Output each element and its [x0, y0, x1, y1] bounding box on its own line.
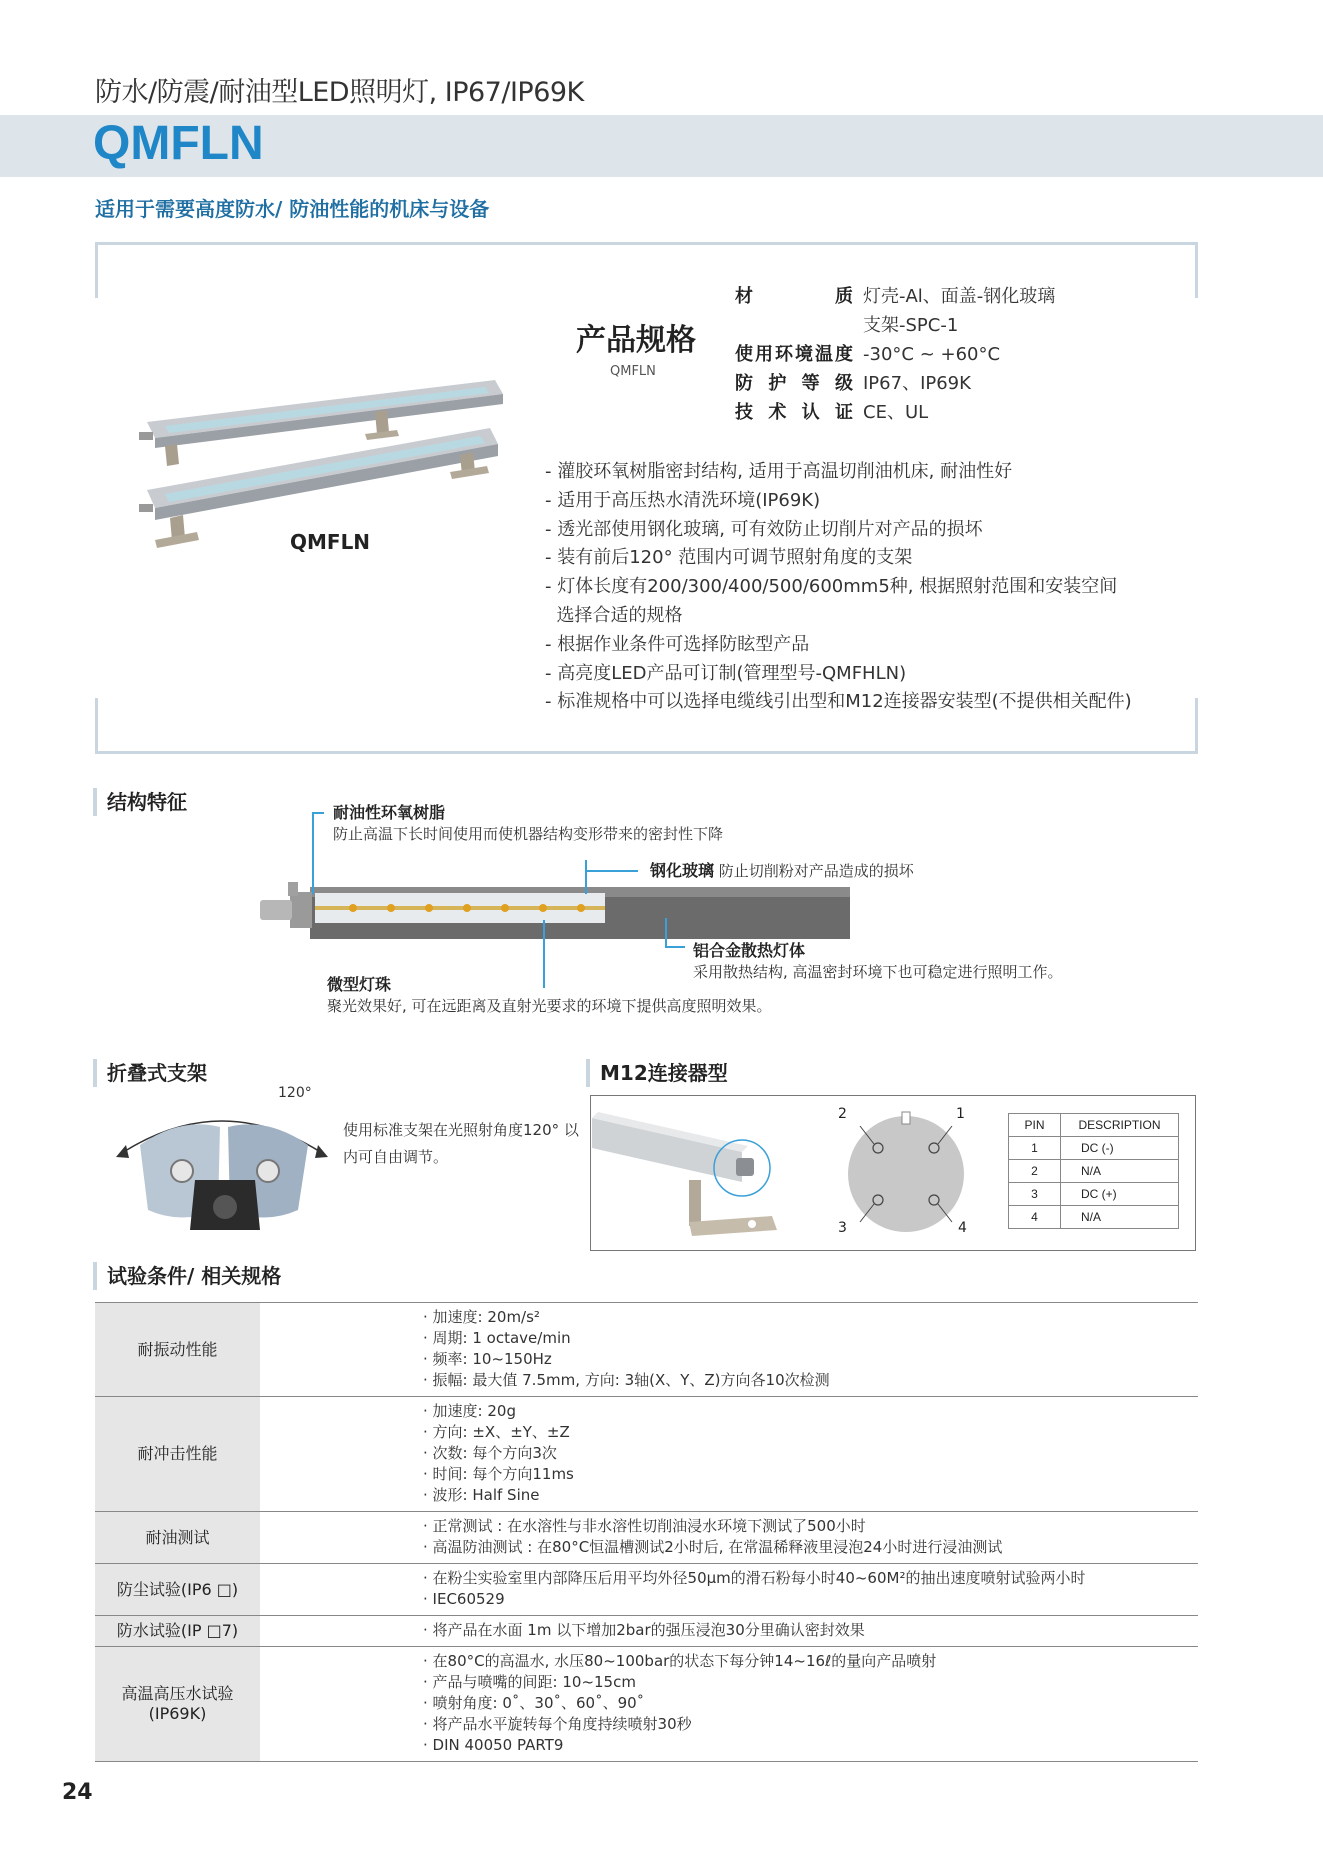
spec-row-material-2 — [735, 311, 1055, 340]
pin-number: 2 — [1009, 1160, 1061, 1183]
test-value: · 方向: ±X、±Y、±Z — [423, 1423, 570, 1441]
pin-number: 3 — [1009, 1183, 1061, 1206]
test-row-dust — [95, 1564, 1198, 1616]
spec-value: 灯壳-Al、面盖-钢化玻璃 — [863, 286, 1056, 307]
spec-row-certification — [735, 398, 1055, 427]
m12-connector-image — [592, 1110, 792, 1240]
pin-table — [1008, 1113, 1179, 1229]
test-value: · 频率: 10~150Hz — [423, 1350, 552, 1368]
test-value: · 波形: Half Sine — [423, 1486, 540, 1504]
led-annotation — [327, 972, 772, 1016]
feature-item: - 灌胶环氧树脂密封结构, 适用于高温切削油机床, 耐油性好 — [545, 461, 1013, 482]
aluminum-desc: 采用散热结构, 高温密封环境下也可稳定进行照明工作。 — [693, 963, 1063, 981]
spec-row-protection — [735, 369, 1055, 398]
test-values — [260, 1647, 1198, 1762]
test-value: · DIN 40050 PART9 — [423, 1736, 564, 1754]
glass-desc: 防止切削粉对产品造成的损坏 — [718, 862, 914, 880]
test-value: · 加速度: 20g — [423, 1402, 516, 1420]
pin-description: N/A — [1061, 1206, 1179, 1229]
test-row-vibration — [95, 1303, 1198, 1397]
test-values — [260, 1564, 1198, 1616]
test-value: · 周期: 1 octave/min — [423, 1329, 571, 1347]
description-header: DESCRIPTION — [1061, 1114, 1179, 1137]
product-image — [125, 360, 515, 550]
spec-label: 使用环境温度 — [735, 344, 853, 365]
spec-subheading: QMFLN — [610, 364, 656, 379]
feature-list — [545, 458, 1132, 717]
test-value: · 产品与喷嘴的间距: 10~15cm — [423, 1673, 636, 1691]
pin-header: PIN — [1009, 1114, 1061, 1137]
pin-row — [1009, 1137, 1179, 1160]
spec-label: 防护等级 — [735, 373, 853, 394]
product-caption: QMFLN — [290, 530, 371, 554]
pin-label-1: 1 — [956, 1106, 965, 1122]
cable-gland — [260, 900, 292, 920]
spec-value: CE、UL — [863, 402, 929, 423]
test-values — [260, 1303, 1198, 1397]
feature-item: 选择合适的规格 — [545, 604, 683, 626]
test-value: · 正常测试 : 在水溶性与非水溶性切削油浸水环境下测试了500小时 — [423, 1517, 866, 1535]
test-value: · 振幅: 最大值 7.5mm, 方向: 3轴(X、Y、Z)方向各10次检测 — [423, 1371, 830, 1389]
spec-label: 技术认证 — [735, 402, 853, 423]
stand-heading: 折叠式支架 — [93, 1059, 207, 1087]
test-row-shock — [95, 1397, 1198, 1512]
test-label: 耐冲击性能 — [95, 1397, 260, 1512]
aluminum-title: 铝合金散热灯体 — [693, 941, 806, 960]
test-value: · 在粉尘实验室里内部降压后用平均外径50μm的滑石粉每小时40~60M²的抽出速度喷射试验两小时 — [423, 1569, 1086, 1587]
test-label: 耐油测试 — [95, 1512, 260, 1564]
resin-annotation — [333, 800, 723, 844]
page-number: 24 — [62, 1780, 93, 1805]
spec-value: 支架-SPC-1 — [863, 315, 959, 336]
led-title: 微型灯珠 — [327, 975, 392, 994]
feature-item: - 适用于高压热水清洗环境(IP69K) — [545, 489, 821, 511]
pin-label-4: 4 — [958, 1220, 967, 1236]
feature-item: - 标准规格中可以选择电缆线引出型和M12连接器安装型(不提供相关配件) — [545, 691, 1132, 713]
test-row-high-pressure — [95, 1647, 1198, 1762]
spec-label: 材质 — [735, 286, 853, 307]
glass-title: 钢化玻璃 — [650, 861, 715, 880]
pin-description: DC (-) — [1061, 1137, 1179, 1160]
page-subtitle: 适用于需要高度防水/ 防油性能的机床与设备 — [95, 197, 490, 221]
test-value: · 在80°C的高温水, 水压80~100bar的状态下每分钟14~16ℓ的量向产品喷射 — [423, 1652, 937, 1670]
stand-image — [110, 1095, 335, 1235]
led-desc: 聚光效果好, 可在远距离及直射光要求的环境下提供高度照明效果。 — [327, 997, 772, 1015]
test-value: · 将产品水平旋转每个角度持续喷射30秒 — [423, 1715, 692, 1733]
pin-label-3: 3 — [838, 1220, 847, 1236]
stand-angle-label: 120° — [278, 1085, 312, 1101]
spec-label — [735, 311, 863, 340]
test-value: · IEC60529 — [423, 1590, 505, 1608]
test-table — [95, 1302, 1198, 1762]
pin-description: DC (+) — [1061, 1183, 1179, 1206]
stand-description: 使用标准支架在光照射角度120° 以内可自由调节。 — [343, 1121, 579, 1166]
test-values — [260, 1616, 1198, 1647]
test-label: 耐振动性能 — [95, 1303, 260, 1397]
pin-label-2: 2 — [838, 1106, 847, 1122]
test-value: · 时间: 每个方向11ms — [423, 1465, 574, 1483]
m12-heading: M12连接器型 — [586, 1059, 728, 1087]
test-row-water — [95, 1616, 1198, 1647]
test-value: · 加速度: 20m/s² — [423, 1308, 540, 1326]
glass-annotation — [650, 858, 914, 881]
test-values — [260, 1512, 1198, 1564]
test-row-oil — [95, 1512, 1198, 1564]
model-name: QMFLN — [93, 117, 264, 170]
test-label: 防尘试验(IP6 □) — [95, 1564, 260, 1616]
pin-row — [1009, 1160, 1179, 1183]
pin-description: N/A — [1061, 1160, 1179, 1183]
pin-number: 1 — [1009, 1137, 1061, 1160]
page-title: 防水/防震/耐油型LED照明灯, IP67/IP69K — [95, 77, 584, 108]
test-value: · 次数: 每个方向3次 — [423, 1444, 557, 1462]
spec-heading: 产品规格 — [576, 323, 696, 358]
pin-row — [1009, 1206, 1179, 1229]
structure-heading: 结构特征 — [93, 788, 187, 816]
led-strip — [315, 906, 605, 910]
resin-title: 耐油性环氧树脂 — [333, 803, 446, 822]
pin-row — [1009, 1183, 1179, 1206]
spec-table — [735, 282, 1055, 427]
feature-item: - 高亮度LED产品可订制(管理型号-QMFHLN) — [545, 662, 907, 684]
test-label: 防水试验(IP □7) — [95, 1616, 260, 1647]
resin-desc: 防止高温下长时间使用而使机器结构变形带来的密封性下降 — [333, 825, 724, 843]
spec-row-temperature — [735, 340, 1055, 369]
spec-value: IP67、IP69K — [863, 373, 971, 394]
spec-value: -30°C ~ +60°C — [863, 344, 1001, 365]
feature-item: - 灯体长度有200/300/400/500/600mm5种, 根据照射范围和安装空间 — [545, 576, 1118, 598]
test-values — [260, 1397, 1198, 1512]
feature-item: - 装有前后120° 范围内可调节照射角度的支架 — [545, 547, 913, 569]
test-value: · 高温防油测试 : 在80°C恒温槽测试2小时后, 在常温稀释液里浸泡24小时进行浸油测试 — [423, 1538, 1003, 1556]
pin-number: 4 — [1009, 1206, 1061, 1229]
spec-row-material — [735, 282, 1055, 311]
test-label: 高温高压水试验 (IP69K) — [95, 1647, 260, 1762]
feature-item: - 透光部使用钢化玻璃, 可有效防止切削片对产品的损坏 — [545, 518, 983, 540]
tests-heading: 试验条件/ 相关规格 — [93, 1262, 281, 1290]
test-value: · 喷射角度: 0˚、30˚、60˚、90˚ — [423, 1694, 645, 1712]
feature-item: - 根据作业条件可选择防眩型产品 — [545, 633, 810, 655]
test-value: · 将产品在水面 1m 以下增加2bar的强压浸泡30分里确认密封效果 — [423, 1621, 865, 1639]
